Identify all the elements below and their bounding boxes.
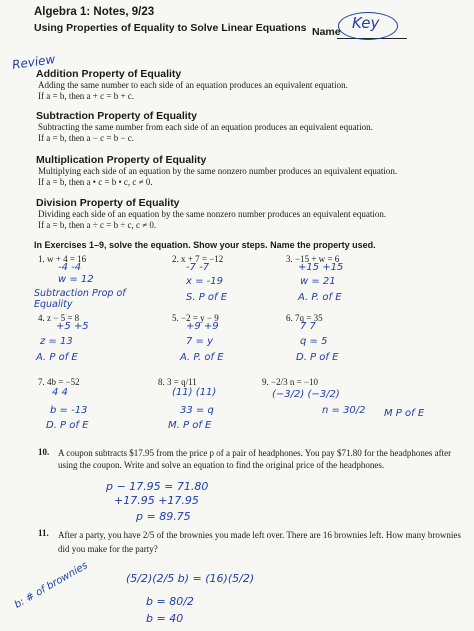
exercise-3-answer: w = 21 xyxy=(300,276,336,287)
exercise-8-equation: 8. 3 = q/11 xyxy=(158,377,197,387)
exercise-7-work: 4 4 xyxy=(52,387,68,398)
exercise-8-property: M. P of E xyxy=(168,420,212,431)
exercise-1-property: Subtraction Prop of Equality xyxy=(34,288,126,310)
problem-11-answer: b = 40 xyxy=(146,612,184,625)
exercise-4-property: A. P of E xyxy=(36,352,78,363)
exercise-9-answer: n = 30/2 xyxy=(322,405,366,416)
review-note: Review xyxy=(11,52,57,72)
problem-11-text: After a party, you have 2/5 of the brownies you made left over. There are 16 brownies left. How many brownies did you make for the party? xyxy=(58,530,461,554)
name-label: Name xyxy=(312,26,341,38)
exercise-2-equation: 2. x + 7 = −12 xyxy=(172,254,224,264)
exercise-6-answer: q = 5 xyxy=(300,336,328,347)
exercise-6-equation: 6. 7q = 35 xyxy=(286,313,323,323)
exercise-7-equation: 7. 4b = −52 xyxy=(38,377,80,387)
exercise-9-work: (−3/2) (−3/2) xyxy=(272,389,340,400)
problem-10-work-1: p − 17.95 = 71.80 xyxy=(106,480,209,493)
multiplication-heading: Multiplication Property of Equality xyxy=(36,154,207,166)
name-value: Key xyxy=(352,14,380,32)
instructions: In Exercises 1–9, solve the equation. Show your steps. Name the property used. xyxy=(34,240,376,250)
exercise-2-property: S. P of E xyxy=(186,292,228,303)
problem-11-work-2: b = 80/2 xyxy=(146,595,194,608)
exercise-6-work: 7 7 xyxy=(300,321,316,332)
page-subtitle: Using Properties of Equality to Solve Linear Equations xyxy=(34,22,307,34)
subtraction-rule: If a = b, then a − c = b − c. xyxy=(38,133,135,143)
division-desc: Dividing each side of an equation by the same nonzero number produces an equivalent equation. xyxy=(38,209,387,219)
exercise-6-property: D. P of E xyxy=(296,352,339,363)
problem-11-number: 11. xyxy=(38,528,49,538)
exercise-9-equation: 9. −2/3 n = −10 xyxy=(262,377,318,387)
exercise-5-answer: 7 = y xyxy=(186,336,214,347)
problem-11-side-note: b: # of brownies xyxy=(12,560,90,611)
exercise-4-equation: 4. z − 5 = 8 xyxy=(38,313,80,323)
exercise-5-equation: 5. −2 = y − 9 xyxy=(172,313,219,323)
exercise-3-equation: 3. −15 + w = 6 xyxy=(286,254,340,264)
problem-11-work-1: (5/2)(2/5 b) = (16)(5/2) xyxy=(126,572,255,585)
exercise-5-property: A. P. of E xyxy=(180,352,224,363)
exercise-2-answer: x = -19 xyxy=(186,276,223,287)
exercise-3-work: +15 +15 xyxy=(298,262,344,273)
exercise-1-work: -4 -4 xyxy=(58,262,82,273)
multiplication-desc: Multiplying each side of an equation by the same nonzero number produces an equivalent equation. xyxy=(38,166,398,176)
problem-10-text: A coupon subtracts $17.95 from the price p of a pair of headphones. You pay $71.80 for the headphones after using the coupon. Write and solve an equation to find the original price of the headphones. xyxy=(58,448,452,470)
exercise-3-property: A. P. of E xyxy=(298,292,342,303)
exercise-1-equation: 1. w + 4 = 16 xyxy=(38,254,87,264)
exercise-7-answer: b = -13 xyxy=(50,405,88,416)
exercise-8-answer: 33 = q xyxy=(180,405,214,416)
subtraction-heading: Subtraction Property of Equality xyxy=(36,110,198,122)
exercise-1-answer: w = 12 xyxy=(58,274,94,285)
addition-desc: Adding the same number to each side of an equation produces an equivalent equation. xyxy=(38,80,348,90)
page-title: Algebra 1: Notes, 9/23 xyxy=(34,6,155,18)
addition-heading: Addition Property of Equality xyxy=(36,68,182,80)
exercise-4-answer: z = 13 xyxy=(40,336,73,347)
multiplication-rule: If a = b, then a • c = b • c, c ≠ 0. xyxy=(38,177,153,187)
exercise-7-property: D. P of E xyxy=(46,420,89,431)
exercise-5-work: +9 +9 xyxy=(186,321,219,332)
subtraction-desc: Subtracting the same number from each side of an equation produces an equivalent equation. xyxy=(38,122,373,132)
problem-10-work-2: +17.95 +17.95 xyxy=(114,494,199,507)
exercise-9-property: M P of E xyxy=(384,408,425,419)
addition-rule: If a = b, then a + c = b + c. xyxy=(38,91,135,101)
exercise-2-work: -7 -7 xyxy=(186,262,210,273)
exercise-4-work: +5 +5 xyxy=(56,321,89,332)
division-heading: Division Property of Equality xyxy=(36,197,180,209)
problem-10-number: 10. xyxy=(38,447,50,457)
division-rule: If a = b, then a ÷ c = b ÷ c, c ≠ 0. xyxy=(38,220,157,230)
exercise-8-work: (11) (11) xyxy=(172,387,217,398)
problem-10-answer: p = 89.75 xyxy=(136,510,191,523)
